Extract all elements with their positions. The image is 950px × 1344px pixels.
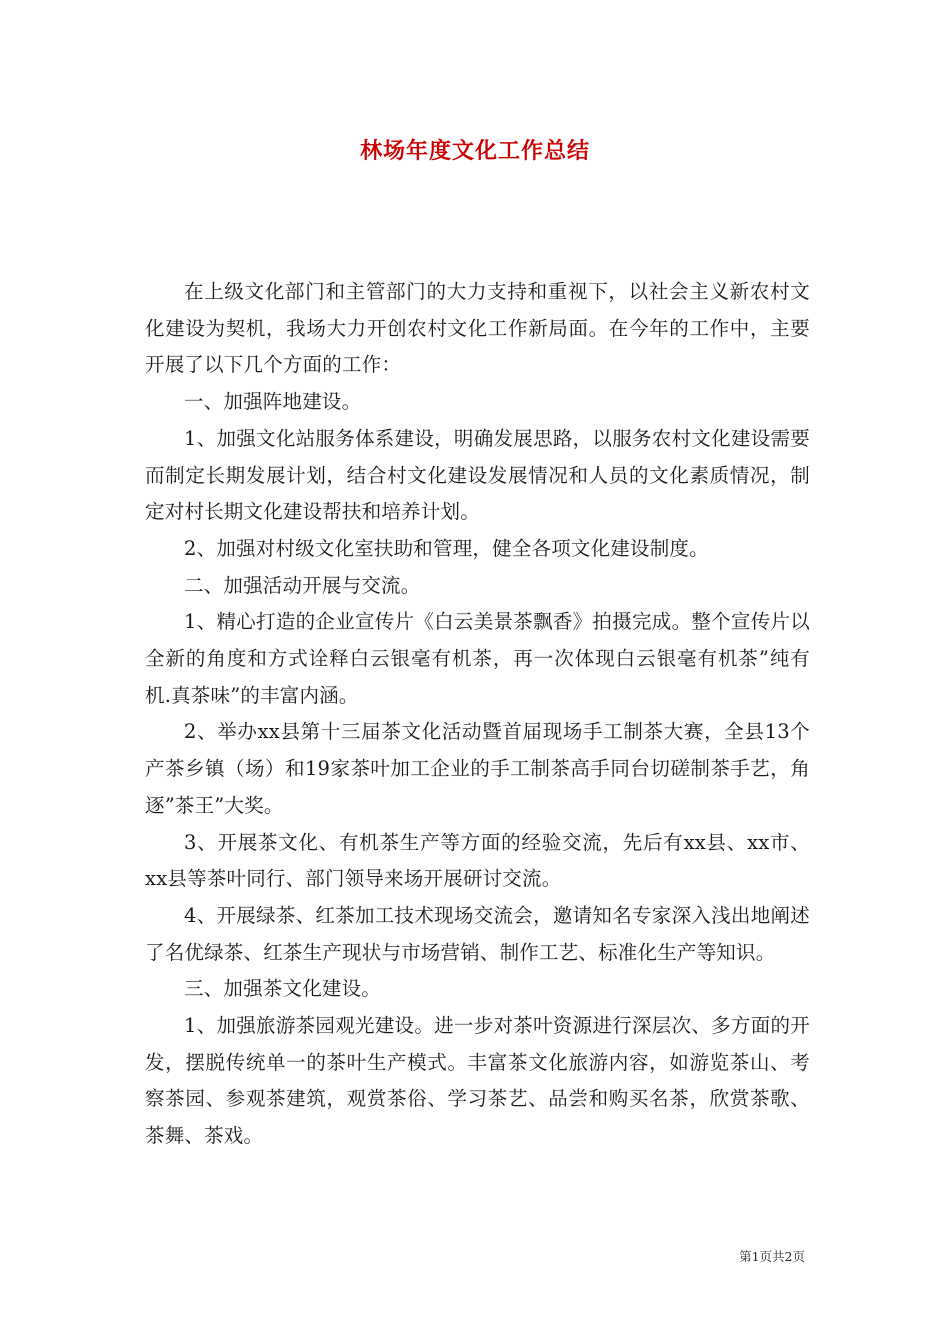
paragraph-2-4: 4、开展绿茶、红茶加工技术现场交流会，邀请知名专家深入浅出地阐述了名优绿茶、红茶生产现状与市场营销、制作工艺、标准化生产等知识。 [145, 903, 810, 964]
section-heading-2: 二、加强活动开展与交流。 [184, 573, 421, 597]
paragraph-1-2: 2、加强对村级文化室扶助和管理，健全各项文化建设制度。 [184, 536, 709, 560]
page-number-label: 第1页共2页 [739, 1249, 805, 1264]
section-heading-3: 三、加强茶文化建设。 [184, 977, 382, 1001]
paragraph-3-1: 1、加强旅游茶园观光建设。进一步对茶叶资源进行深层次、多方面的开发，摆脱传统单一的茶叶生产模式。丰富茶文化旅游内容，如游览茶山、考察茶园、参观茶建筑，观赏茶俗、学习茶艺、品尝和购买名茶，欣赏茶歌、茶舞、茶戏。 [145, 1014, 810, 1148]
page-number [739, 1247, 805, 1265]
document-body [145, 274, 810, 1155]
paragraph-2-3: 3、开展茶文化、有机茶生产等方面的经验交流，先后有xx县、xx市、xx县等茶叶同行、部门领导来场开展研讨交流。 [145, 830, 810, 891]
section-heading-1: 一、加强阵地建设。 [184, 390, 362, 414]
document-title: 林场年度文化工作总结 [359, 138, 590, 164]
paragraph-2-2: 2、举办xx县第十三届茶文化活动暨首届现场手工制茶大赛，全县13个产茶乡镇（场）和19家茶叶加工企业的手工制茶高手同台切磋制茶手艺，角逐”茶王”大奖。 [145, 720, 810, 817]
paragraph-1-1: 1、加强文化站服务体系建设，明确发展思路，以服务农村文化建设需要而制定长期发展计划，结合村文化建设发展情况和人员的文化素质情况，制定对村长期文化建设帮扶和培养计划。 [145, 426, 810, 524]
paragraph-2-1: 1、精心打造的企业宣传片《白云美景茶飘香》拍摄完成。整个宣传片以全新的角度和方式诠释白云银毫有机茶，再一次体现白云银毫有机茶”纯有机.真茶味”的丰富内涵。 [145, 610, 810, 707]
paragraph-intro: 在上级文化部门和主管部门的大力支持和重视下，以社会主义新农村文化建设为契机，我场大力开创农村文化工作新局面。在今年的工作中，主要开展了以下几个方面的工作： [145, 280, 810, 377]
